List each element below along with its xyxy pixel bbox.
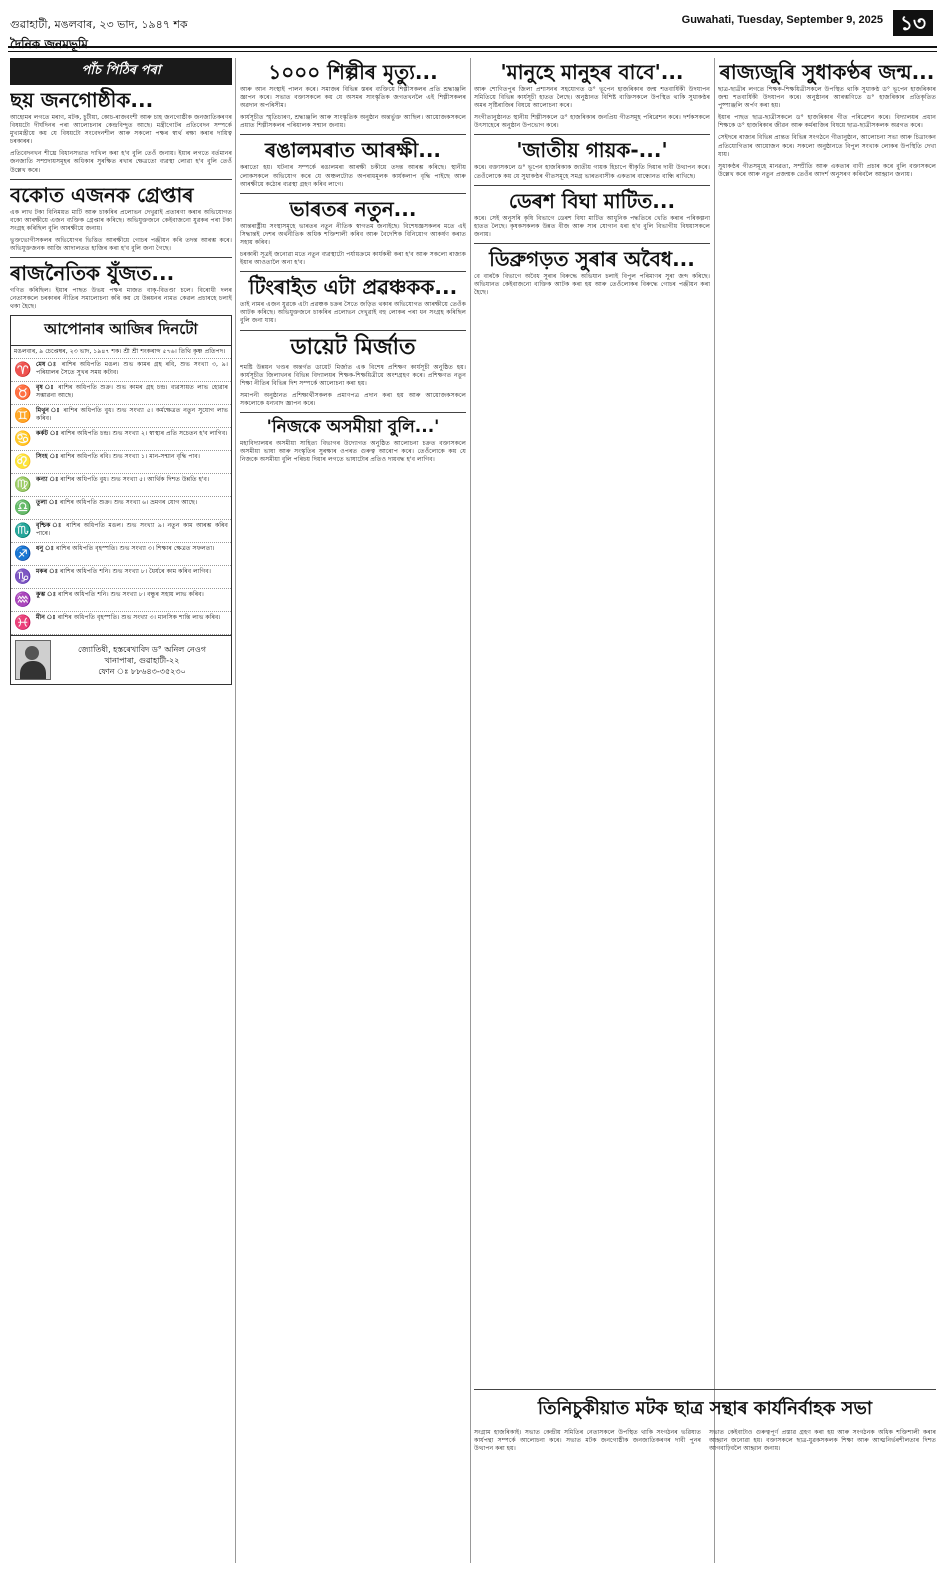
horoscope-row	[11, 359, 231, 382]
sign-text: ৰাশিৰ অধিপতি বুধ। শুভ সংখ্যা ৫। আৰ্থিক দিশত উন্নতি হ'ব।	[60, 476, 210, 484]
headline: ডিব্ৰুগড়ত সুৰাৰ অবৈধ...	[489, 246, 695, 271]
column-divider	[470, 58, 471, 1563]
sign-name: কুম্ভ ঃ	[36, 591, 57, 599]
taurus-icon: ♉	[14, 385, 32, 402]
sign-name: সিংহ ঃ	[36, 453, 59, 461]
sign-name: মীন ঃ	[36, 614, 56, 622]
sign-text: ৰাশিৰ অধিপতি ৰবি। শুভ সংখ্যা ১। মান-সন্মান বৃদ্ধি পাব।	[60, 453, 200, 461]
dateline-english: Guwahati, Tuesday, September 9, 2025	[681, 14, 883, 26]
column-4	[718, 58, 936, 1391]
sign-text: ৰাশিৰ অধিপতি শনি। শুভ সংখ্যা ৮। ধৈৰ্যৰে কাম কৰিব লাগিব।	[60, 568, 212, 576]
astrologer-name: জ্যোতিষী, হস্তৰেখাবিদ ড° অনিল নেওগ	[78, 644, 206, 654]
column-3	[474, 58, 710, 1391]
article-text: তাই নামৰ এজন যুৱকে এটা প্ৰৱঞ্চক চক্ৰৰ সৈতে জড়িত থকাৰ অভিযোগত আৰক্ষীয়ে তেওঁক আটক কৰিছে। অভিযুক্তজনে চাকৰিৰ প্ৰলোভন দেখুৱাই বহু লোকৰ পৰা ধন সংগ্ৰহ কৰিছিল বুলি জনা যায়।	[240, 301, 466, 325]
sign-text: ৰাশিৰ অধিপতি মঙল। শুভ কামৰ গ্ৰহ ৰবি, শুভ সংখ্যা ৩, ৯। পৰিয়ালৰ সৈতে সুখৰ সময় কটাব।	[36, 361, 228, 377]
sign-text: ৰাশিৰ অধিপতি চন্দ্ৰ। শুভ সংখ্যা ২। স্বাস্থ্যৰ প্ৰতি সচেতন হ'ব লাগিব।	[60, 430, 228, 438]
sign-name: কন্যা ঃ	[36, 476, 59, 484]
column-divider	[714, 58, 715, 1563]
gemini-icon: ♊	[14, 408, 32, 425]
article-text: এক লাখ টকা বিনিময়ত মাটি আৰু চাকৰিৰ প্ৰলোভন দেখুৱাই প্ৰতাৰণা কৰাৰ অভিযোগত বকো আৰক্ষীয়ে এজন ব্যক্তিক গ্ৰেপ্তাৰ কৰিছে। অভিযুক্তজনে কেইবাজনো যুৱকৰ পৰা টকা সংগ্ৰহ কৰিছিল বুলি আৰক্ষীয়ে জনায়।	[10, 208, 232, 232]
masthead-rule-thin	[8, 51, 937, 52]
dateline-assamese: গুৱাহাটী, মঙলবাৰ, ২৩ ভাদ, ১৯৪৭ শক	[10, 18, 188, 31]
sign-name: মিথুন ঃ	[36, 407, 61, 415]
pisces-icon: ♓	[14, 615, 32, 632]
astrologer-place: খানাপাৰা, গুৱাহাটী-২২	[104, 655, 180, 665]
horoscope-box	[10, 315, 232, 685]
divider	[240, 412, 466, 413]
sign-name: বৃশ্চিক ঃ	[36, 522, 63, 530]
astrologer-info	[57, 644, 227, 677]
sign-name: মকৰ ঃ	[36, 568, 59, 576]
article-text: শমষ্টি উন্নয়ন খণ্ডৰ অন্তৰ্গত ডায়েট মিৰ্জাত এক বিশেষ প্ৰশিক্ষণ কাৰ্যসূচী অনুষ্ঠিত হয়। কাৰ্যসূচীত জিলাখনৰ বিভিন্ন বিদ্যালয়ৰ শিক্ষক-শিক্ষয়িত্ৰীয়ে অংশগ্ৰহণ কৰে। প্ৰশিক্ষণত নতুন শিক্ষা নীতিৰ বিভিন্ন দিশ সম্পৰ্কে আলোচনা কৰা হয়।	[240, 363, 466, 387]
headline: 'জাতীয় গায়ক-...'	[516, 138, 668, 163]
headline: বকোত এজনক গ্ৰেপ্তাৰ	[10, 182, 194, 207]
column-1	[10, 58, 232, 1563]
article-text: গণিত কৰিছিল। ইয়াৰ পাছত উভয় পক্ষৰ মাজত বাক্-বিতণ্ডা চলে। বিৰোধী দলৰ নেতাসকলে চৰকাৰৰ নীতিৰ সমালোচনা কৰি কয় যে উন্নয়নৰ নামত কেৱল প্ৰচাৰহে চলাই থকা হৈছে।	[10, 287, 232, 311]
scorpio-icon: ♏	[14, 523, 32, 540]
capricorn-icon: ♑	[14, 569, 32, 586]
article-text: বে বাৰকৈ বিভাগে অবৈধ সুৰাৰ বিৰুদ্ধে অভিযান চলাই বিপুল পৰিমাণৰ সুৰা জব্দ কৰিছে। অভিযানত কেইবাজনো ব্যক্তিক আটক কৰা হয় আৰু তেওঁলোকৰ বিৰুদ্ধে গোচৰ পঞ্জীয়ন কৰা হৈছে।	[474, 272, 710, 297]
divider	[474, 134, 710, 135]
horoscope-row	[11, 612, 231, 635]
sign-text: ৰাশিৰ অধিপতি শুক্ৰ। শুভ কামৰ গ্ৰহ চন্দ্ৰ। ব্যৱসায়ত লাভ হোৱাৰ সম্ভাৱনা আছে।	[36, 384, 228, 400]
sign-text: ৰাশিৰ অধিপতি শনি। শুভ সংখ্যা ৮। বন্ধুৰ সহায় লাভ কৰিব।	[58, 591, 204, 599]
divider	[240, 330, 466, 331]
article-text: আৰু আন সংস্থাই পালন কৰে। সমাজৰ বিভিন্ন স্তৰৰ ব্যক্তিয়ে শিল্পীসকলৰ প্ৰতি শ্ৰদ্ধাঞ্জলি জ্ঞাপন কৰে। সভাত বক্তাসকলে কয় যে অসমৰ সাংস্কৃতিক জগতখনলৈ এই শিল্পীসকলৰ অৱদান অপৰিসীম।	[240, 86, 466, 110]
horoscope-row	[11, 566, 231, 589]
horoscope-row	[11, 520, 231, 543]
article-text: সভাত কেইবাটাও গুৰুত্বপূৰ্ণ প্ৰস্তাৱ গ্ৰহণ কৰা হয় আৰু সংগঠনক অধিক শক্তিশালী কৰাৰ আহ্বান জনোৱা হয়। বক্তাসকলে ছাত্ৰ-যুৱকসকলক শিক্ষা আৰু আত্মনিৰ্ভৰশীলতাৰ দিশত আগবাঢ়িবলৈ আহ্বান জনায়।	[709, 1429, 936, 1453]
horoscope-row	[11, 497, 231, 520]
article-text: চৰকাৰী সূত্ৰই জনোৱা মতে নতুন ব্যৱস্থাটো পৰ্যায়ক্ৰমে কাৰ্যকৰী কৰা হ'ব আৰু সকলো ৰাজ্যক ইয়াৰ আওতালৈ অনা হ'ব।	[240, 251, 466, 267]
divider	[474, 185, 710, 186]
divider	[474, 1389, 936, 1390]
libra-icon: ♎	[14, 500, 32, 517]
aquarius-icon: ♒	[14, 592, 32, 609]
headline: ডেৰশ বিঘা মাটিত...	[508, 188, 676, 213]
horoscope-row	[11, 428, 231, 451]
sign-text: ৰাশিৰ অধিপতি বৃহস্পতি। শুভ সংখ্যা ৩। শিক্ষাৰ ক্ষেত্ৰত সফলতা।	[55, 545, 215, 553]
article-text: কৰে। সেই অনুসৰি কৃষি বিভাগে ডেৰশ বিঘা মাটিত আধুনিক পদ্ধতিৰে খেতি কৰাৰ পৰিকল্পনা হাতত লৈছে। কৃষকসকলক উন্নত বীজ আৰু সাৰ যোগান ধৰা হ'ব বুলি বিভাগীয় বিষয়াসকলে জনায়।	[474, 214, 710, 238]
article-text: প্ৰতিবেদনখন শীঘ্ৰে বিধানসভাত দাখিল কৰা হ'ব বুলি তেওঁ জনায়। ইয়াৰ লগতে বৰ্তমানৰ জনজাতি সম্প্ৰদায়সমূহৰ অধিকাৰ সুৰক্ষিত ৰখাৰ ক্ষেত্ৰতো ব্যৱস্থা লোৱা হ'ব বুলি তেওঁ উল্লেখ কৰে।	[10, 150, 232, 174]
sign-name: তুলা ঃ	[36, 499, 58, 507]
article-text: সমাপনী অনুষ্ঠানত প্ৰশিক্ষাৰ্থীসকলক প্ৰমাণপত্ৰ প্ৰদান কৰা হয় আৰু আয়োজকসকলে সকলোকে ধন্যবাদ জ্ঞাপন কৰে।	[240, 391, 466, 407]
spanning-article-body	[474, 1429, 936, 1457]
divider	[10, 257, 232, 258]
aries-icon: ♈	[14, 362, 32, 379]
sign-name: মেষ ঃ	[36, 361, 58, 369]
masthead	[0, 4, 945, 52]
continued-banner: পাঁচ পিঠিৰ পৰা	[10, 58, 232, 85]
headline: ৰাজনৈতিক যুঁজত...	[10, 261, 175, 286]
article-text: সংগীতানুষ্ঠানত স্থানীয় শিল্পীসকলে ড° হাজৰিকাৰ জনপ্ৰিয় গীতসমূহ পৰিৱেশন কৰে। দৰ্শকসকলে উৎসাহেৰে অনুষ্ঠান উপভোগ কৰে।	[474, 114, 710, 130]
article-text: ছাত্ৰ-ছাত্ৰীৰ লগতে শিক্ষক-শিক্ষয়িত্ৰীসকলে উপস্থিত থাকি সুধাকণ্ঠ ড° ভূপেন হাজৰিকাৰ জন্ম শতবাৰ্ষিকী উদযাপন কৰে। অনুষ্ঠানৰ আৰম্ভণিতে ড° হাজৰিকাৰ প্ৰতিকৃতিত পুষ্পাঞ্জলি অৰ্পণ কৰা হয়।	[718, 86, 936, 110]
article-text: ভুক্তভোগীসকলৰ অভিযোগৰ ভিত্তিত আৰক্ষীয়ে গোচৰ পঞ্জীয়ন কৰি তদন্ত আৰম্ভ কৰে। অভিযুক্তজনক আজি আদালতত হাজিৰ কৰা হ'ব বুলি জনা গৈছে।	[10, 236, 232, 253]
cancer-icon: ♋	[14, 431, 32, 448]
sign-name: কৰ্কট ঃ	[36, 430, 59, 438]
horoscope-intro	[11, 346, 231, 359]
sign-text: ৰাশিৰ অধিপতি মঙল। শুভ সংখ্যা ৯। নতুন কাম আৰম্ভ কৰিব পাৰে।	[36, 522, 228, 538]
sign-text: ৰাশিৰ অধিপতি বৃহস্পতি। শুভ সংখ্যা ৩। মানসিক শান্তি লাভ কৰিব।	[57, 614, 221, 622]
column-2	[240, 58, 466, 1563]
horoscope-row	[11, 589, 231, 612]
divider	[474, 243, 710, 244]
headline: 'নিজকে অসমীয়া বুলি...'	[266, 416, 440, 437]
divider	[240, 271, 466, 272]
astrologer-credit	[11, 635, 231, 684]
sagittarius-icon: ♐	[14, 546, 32, 563]
paper-name: দৈনিক জনমভূমি	[10, 37, 88, 51]
headline: ৰঙালমৰাত আৰক্ষী...	[264, 138, 442, 163]
article-text: আহোমৰ লগতে মৰাণ, মটক, চুটীয়া, কোচ-ৰাজবংশী আৰু চাহ জনগোষ্ঠীক জনজাতিকৰণৰ বিষয়টো দীৰ্ঘদিনৰ পৰা আলোচনাৰ কেন্দ্ৰবিন্দুত আছে। মন্ত্ৰীগোটৰ প্ৰতিবেদন সম্পৰ্কে মুখ্যমন্ত্ৰীয়ে কয় যে বিষয়টো সংবেদনশীল আৰু সকলো পক্ষৰ স্বাৰ্থ ৰক্ষা কৰাৰ দায়িত্ব চৰকাৰৰ।	[10, 114, 232, 146]
horoscope-row	[11, 382, 231, 405]
article-text: আৰু শোণিতপুৰ জিলা প্ৰশাসনৰ সহযোগত ড° ভূপেন হাজৰিকাৰ জন্ম শতবাৰ্ষিকী উদযাপন সমিতিয়ে বিভিন্ন কাৰ্যসূচী হাতত লৈছে। অনুষ্ঠানত বিশিষ্ট ব্যক্তিসকলে উপস্থিত থাকি সুধাকণ্ঠৰ অমৰ সৃষ্টিৰাজিৰ বিষয়ে আলোচনা কৰে।	[474, 86, 710, 110]
page-number: ১৩	[893, 10, 933, 36]
article-text: সংগ্ৰাম হাজৰিকাই। সভাত কেন্দ্ৰীয় সমিতিৰ নেতাসকলে উপস্থিত থাকি সংগঠনৰ ভৱিষ্যত কাৰ্যপন্থা সম্পৰ্কে আলোচনা কৰে। সভাত মটক জনগোষ্ঠীক জনজাতিকৰণৰ দাবী পুনৰ উত্থাপন কৰা হয়।	[474, 1429, 701, 1453]
article-text: আন্তৰাষ্ট্ৰীয় সংস্থাসমূহে ভাৰতৰ নতুন নীতিক স্বাগতম জনাইছে। বিশেষজ্ঞসকলৰ মতে এই সিদ্ধান্তই দেশৰ অৰ্থনীতিক অধিক শক্তিশালী কৰিব আৰু বৈদেশিক বিনিয়োগ আকৰ্ষণ কৰাত সহায় কৰিব।	[240, 222, 466, 246]
masthead-rule	[8, 46, 937, 48]
sign-name: ধনু ঃ	[36, 545, 54, 553]
article-text: সুধাকণ্ঠৰ গীতসমূহে মানৱতা, সম্প্ৰীতি আৰু একতাৰ বাণী প্ৰচাৰ কৰে বুলি বক্তাসকলে উল্লেখ কৰে আৰু নতুন প্ৰজন্মক তেওঁৰ আদৰ্শ অনুসৰণ কৰিবলৈ আহ্বান জনায়।	[718, 162, 936, 178]
horoscope-row	[11, 474, 231, 497]
headline: 'মানুহে মানুহৰ বাবে'...	[500, 60, 684, 84]
article-text: কাৰ্যসূচীত স্মৃতিচাৰণ, শ্ৰদ্ধাঞ্জলি আৰু সাংস্কৃতিক অনুষ্ঠান অন্তৰ্ভুক্ত আছিল। আয়োজকসকলে প্ৰয়াত শিল্পীসকলৰ পৰিয়ালক সন্মান জনায়।	[240, 114, 466, 130]
horoscope-row	[11, 543, 231, 566]
sign-text: ৰাশিৰ অধিপতি বুধ। শুভ সংখ্যা ৫। কৰ্মক্ষেত্ৰত নতুন সুযোগ লাভ কৰিব।	[36, 407, 229, 423]
divider	[240, 193, 466, 194]
headline: ডায়েট মিৰ্জাত	[290, 334, 416, 360]
spanning-article	[474, 1385, 936, 1457]
horoscope-row	[11, 451, 231, 474]
horoscope-title: আপোনাৰ আজিৰ দিনটো	[11, 316, 231, 346]
astrologer-photo	[15, 640, 51, 680]
article-text: কৰাতো হয়। ঘটনাৰ সম্পৰ্কে ৰঙালমৰা আৰক্ষী চকীয়ে তদন্ত আৰম্ভ কৰিছে। স্থানীয় লোকসকলে অভিযোগ কৰে যে অঞ্চলটোত অপৰাধমূলক কাৰ্যকলাপ বৃদ্ধি পাইছে আৰু আৰক্ষীয়ে কঠোৰ ব্যৱস্থা গ্ৰহণ কৰিব লাগে।	[240, 164, 466, 188]
divider	[240, 134, 466, 135]
headline: ৰাজ্যজুৰি সুধাকণ্ঠৰ জন্ম...	[719, 60, 935, 84]
divider	[10, 179, 232, 180]
horoscope-intro-text: মঙলবাৰ, ৯ চেপ্তেম্বৰ, ২৩ ভাদ, ১৯৪৭ শক। শ্ৰী শ্ৰী শংকৰাব্দ ৫৭৬। তিথি কৃষ্ণ প্ৰতিপদ।	[14, 348, 226, 356]
headline: ১০০০ শিল্পীৰ মৃত্যু...	[268, 60, 438, 84]
article-text: ইয়াৰ পাছত ছাত্ৰ-ছাত্ৰীসকলে ড° হাজৰিকাৰ গীত পৰিৱেশন কৰে। বিদ্যালয়ৰ প্ৰধান শিক্ষকে ড° হাজৰিকাৰ জীৱন আৰু কৰ্মৰাজিৰ বিষয়ে ছাত্ৰ-ছাত্ৰীসকলক অৱগত কৰে।	[718, 114, 936, 130]
article-text: সেইদৰে ৰাজ্যৰ বিভিন্ন প্ৰান্তত বিভিন্ন সংগঠনে গীতানুষ্ঠান, আলোচনা সভা আৰু চিত্ৰাংকন প্ৰতিযোগিতাৰ আয়োজন কৰে। সকলো অনুষ্ঠানতে বিপুল সংখ্যক লোকৰ উপস্থিতি দেখা যায়।	[718, 134, 936, 158]
headline: তিনিচুকীয়াত মটক ছাত্ৰ সন্থাৰ কাৰ্যনিৰ্বাহক সভা	[537, 1398, 873, 1419]
astrologer-phone: ফোন ঃ ৮৮৬৪৩-৩৫২৩০	[98, 666, 186, 676]
virgo-icon: ♍	[14, 477, 32, 494]
leo-icon: ♌	[14, 454, 32, 471]
headline: ছয় জনগোষ্ঠীক...	[10, 88, 154, 112]
article-text: মহাবিদ্যালয়ৰ অসমীয়া সাহিত্য বিভাগৰ উদ্যোগত অনুষ্ঠিত আলোচনা চক্ৰত বক্তাসকলে অসমীয়া ভাষা আৰু সংস্কৃতিৰ সুৰক্ষাৰ ওপৰত গুৰুত্ব আৰোপ কৰে। তেওঁলোকে কয় যে নিজকে অসমীয়া বুলি পৰিচয় দিয়াৰ লগতে ভাষাটোৰ প্ৰতিও দায়বদ্ধ হ'ব লাগিব।	[240, 439, 466, 464]
article-text: কৰে। বক্তাসকলে ড° ভূপেন হাজৰিকাক জাতীয় গায়ক হিচাপে স্বীকৃতি দিয়াৰ দাবী উত্থাপন কৰে। তেওঁলোকে কয় যে সুধাকণ্ঠৰ গীতসমূহে সমগ্ৰ ভাৰতবাসীক একতাৰ বান্ধোনত বান্ধি ৰাখিছে।	[474, 164, 710, 180]
column-divider	[235, 58, 236, 1563]
headline: ভাৰতৰ নতুন...	[289, 196, 417, 221]
sign-text: ৰাশিৰ অধিপতি শুক্ৰ। শুভ সংখ্যা ৬। ভ্ৰমণৰ যোগ আছে।	[59, 499, 198, 507]
horoscope-row	[11, 405, 231, 428]
sign-name: বৃষ ঃ	[36, 384, 55, 392]
headline: টিংৰাইত এটা প্ৰৱঞ্চকক...	[248, 275, 458, 300]
